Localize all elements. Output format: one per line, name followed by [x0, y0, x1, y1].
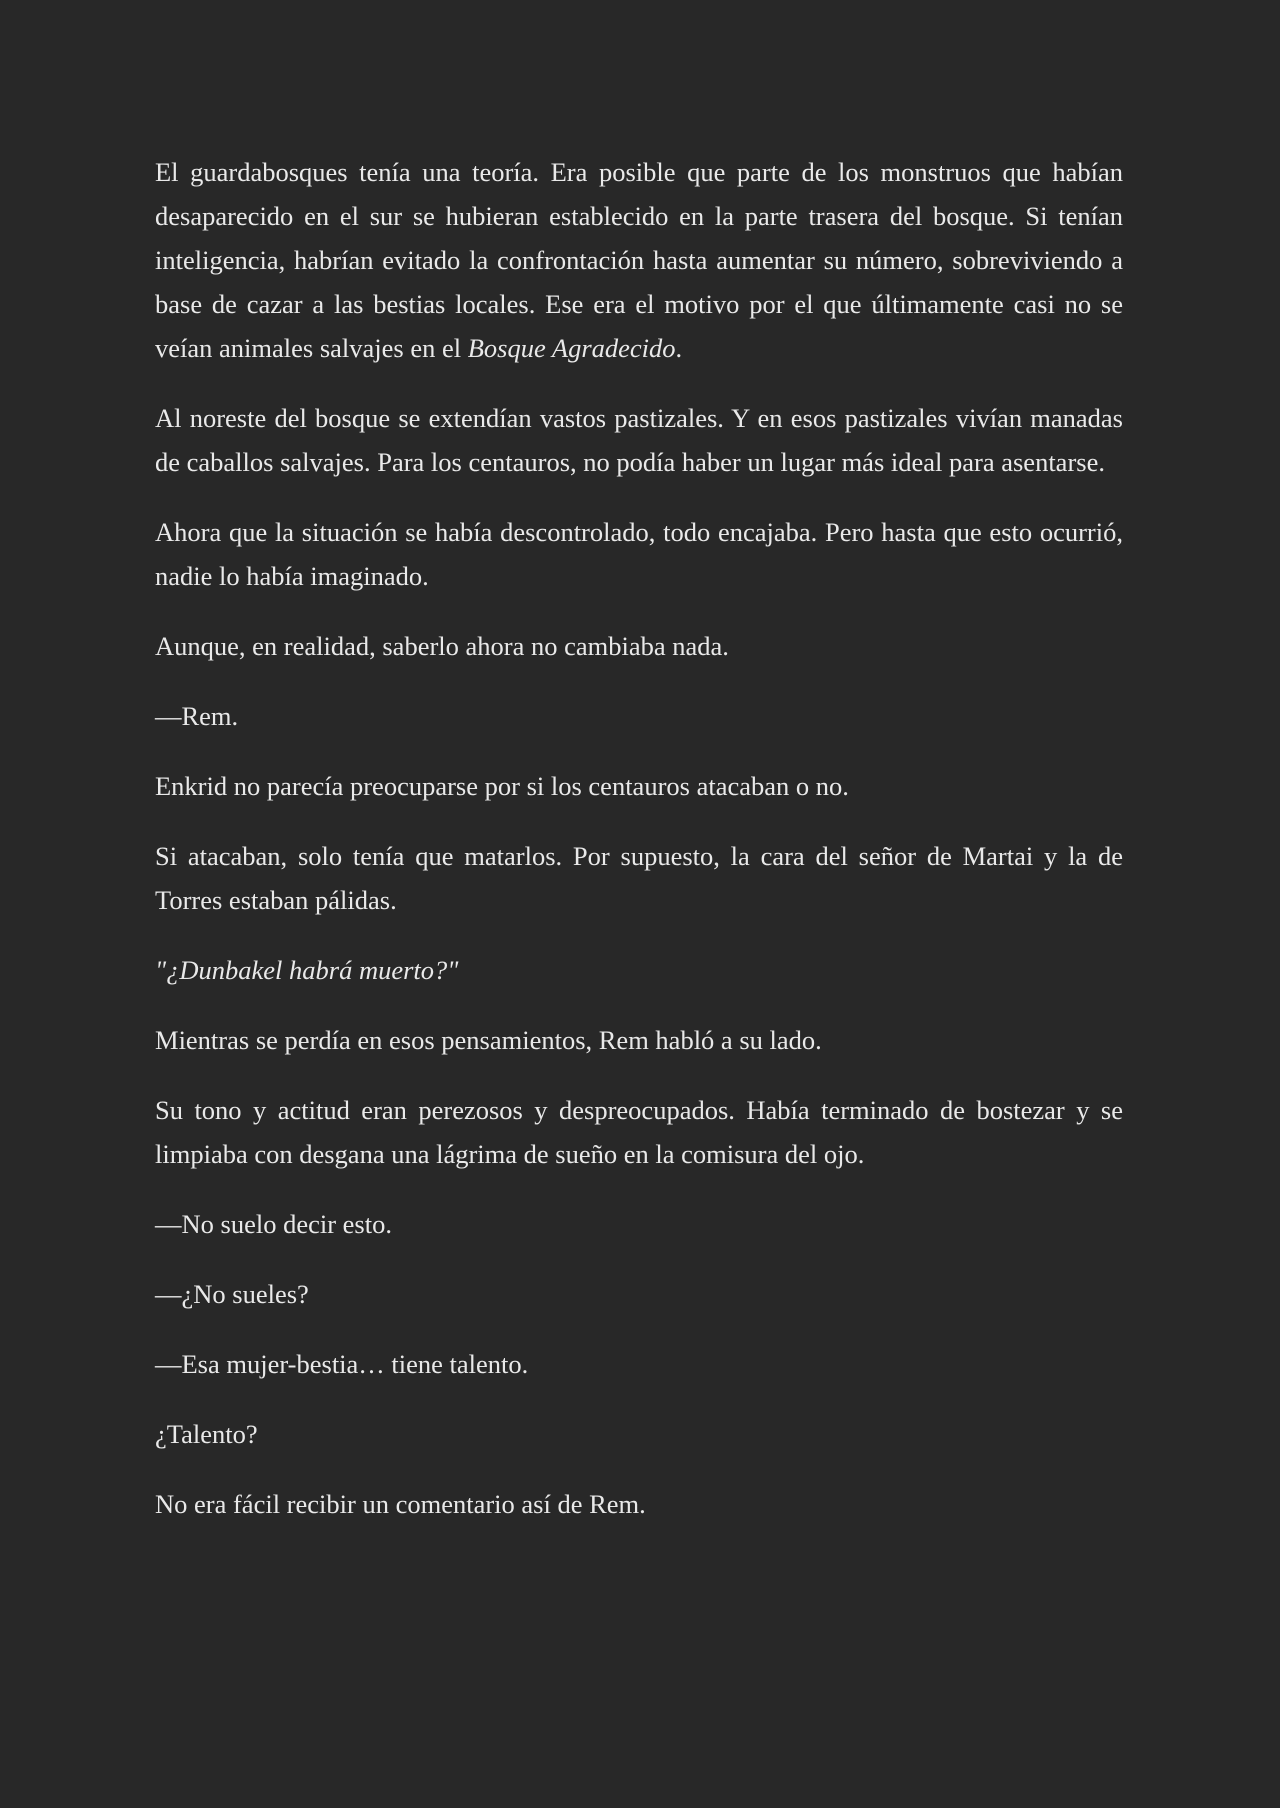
thought-text: "¿Dunbakel habrá muerto?"	[155, 955, 459, 985]
dialogue-1: —No suelo decir esto.	[155, 1209, 392, 1239]
paragraph-9: Mientras se perdía en esos pensamientos, Rem habló a su lado.	[155, 1025, 822, 1055]
paragraph-3: Ahora que la situación se había descontrolado, todo encajaba. Pero hasta que esto ocurrió, nadie lo había imaginado.	[155, 517, 1123, 591]
dialogue-rem: —Rem.	[155, 701, 239, 731]
paragraph-14: ¿Talento?	[155, 1419, 258, 1449]
paragraph-7: Si atacaban, solo tenía que matarlos. Por supuesto, la cara del señor de Martai y la de Torres estaban pálidas.	[155, 841, 1123, 915]
paragraph-4: Aunque, en realidad, saberlo ahora no cambiaba nada.	[155, 631, 729, 661]
dialogue-3: —Esa mujer-bestia… tiene talento.	[155, 1349, 529, 1379]
thought-line	[155, 948, 1123, 992]
paragraph-2: Al noreste del bosque se extendían vastos pastizales. Y en esos pastizales vivían manadas de caballos salvajes. Para los centauros, no podía haber un lugar más ideal para asentarse.	[155, 403, 1123, 477]
chapter-text	[155, 150, 1123, 1526]
paragraph-6: Enkrid no parecía preocuparse por si los centauros atacaban o no.	[155, 771, 849, 801]
paragraph-10: Su tono y actitud eran perezosos y despreocupados. Había terminado de bostezar y se limpiaba con desgana una lágrima de sueño en la comisura del ojo.	[155, 1095, 1123, 1169]
paragraph-1-end: .	[675, 333, 683, 363]
paragraph-1	[155, 150, 1123, 370]
paragraph-1-text: El guardabosques tenía una teoría. Era posible que parte de los monstruos que habían desaparecido en el sur se hubieran establecido en la parte trasera del bosque. Si tenían inteligencia, habrían evitado la confrontación hasta aumentar su número, sobreviviendo a base de cazar a las bestias locales. Ese era el motivo por el que últimamente casi no se veían animales salvajes en el	[155, 157, 1123, 363]
forest-name: Bosque Agradecido	[467, 333, 676, 363]
dialogue-2: —¿No sueles?	[155, 1279, 309, 1309]
paragraph-15: No era fácil recibir un comentario así de Rem.	[155, 1489, 646, 1519]
